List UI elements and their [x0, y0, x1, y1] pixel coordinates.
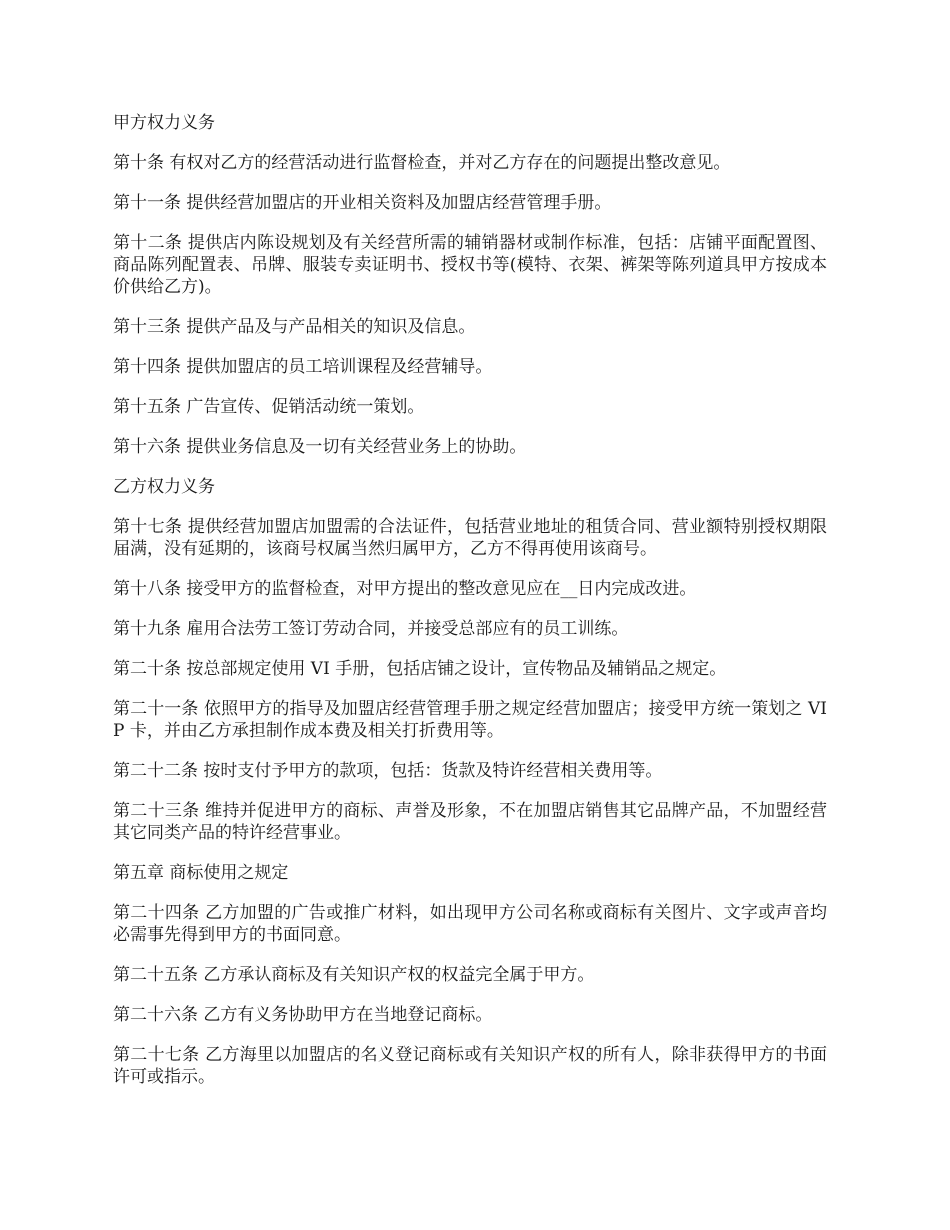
- article-10: 第十条 有权对乙方的经营活动进行监督检查，并对乙方存在的问题提出整改意见。: [113, 153, 731, 173]
- article-13: 第十三条 提供产品及与产品相关的知识及信息。: [113, 317, 476, 337]
- article-14: 第十四条 提供加盟店的员工培训课程及经营辅导。: [113, 357, 493, 377]
- article-25: 第二十五条 乙方承认商标及有关知识产权的权益完全属于甲方。: [113, 965, 595, 985]
- article-19: 第十九条 雇用合法劳工签订劳动合同，并接受总部应有的员工训练。: [113, 619, 629, 639]
- chapter-heading-5: 第五章 商标使用之规定: [113, 863, 289, 883]
- section-heading-party-b: 乙方权力义务: [113, 477, 215, 497]
- article-20: 第二十条 按总部规定使用 VI 手册，包括店铺之设计，宣传物品及辅销品之规定。: [113, 659, 727, 679]
- article-18: 第十八条 接受甲方的监督检查，对甲方提出的整改意见应在__日内完成改进。: [113, 579, 697, 599]
- article-27: 第二十七条 乙方海里以加盟店的名义登记商标或有关知识产权的所有人，除非获得甲方的书面许可或指示。: [113, 1045, 827, 1087]
- article-26: 第二十六条 乙方有义务协助甲方在当地登记商标。: [113, 1005, 493, 1025]
- article-17: 第十七条 提供经营加盟店加盟需的合法证件，包括营业地址的租赁合同、营业额特别授权期限届满，没有延期的，该商号权属当然归属甲方，乙方不得再使用该商号。: [113, 517, 827, 559]
- document-body: [113, 112, 827, 1106]
- article-21: 第二十一条 依照甲方的指导及加盟店经营管理手册之规定经营加盟店；接受甲方统一策划之 VIP 卡，并由乙方承担制作成本费及相关打折费用等。: [113, 699, 827, 741]
- article-24: 第二十四条 乙方加盟的广告或推广材料，如出现甲方公司名称或商标有关图片、文字或声音均必需事先得到甲方的书面同意。: [113, 903, 827, 945]
- article-22: 第二十二条 按时支付予甲方的款项，包括：货款及特许经营相关费用等。: [113, 761, 663, 781]
- article-23: 第二十三条 维持并促进甲方的商标、声誉及形象，不在加盟店销售其它品牌产品，不加盟经营其它同类产品的特许经营事业。: [113, 801, 827, 843]
- article-12: 第十二条 提供店内陈设规划及有关经营所需的辅销器材或制作标准，包括：店铺平面配置图、商品陈列配置表、吊牌、服装专卖证明书、授权书等(模特、衣架、裤架等陈列道具甲方按成本价供给乙方)。: [113, 233, 827, 297]
- article-15: 第十五条 广告宣传、促销活动统一策划。: [113, 397, 425, 417]
- article-11: 第十一条 提供经营加盟店的开业相关资料及加盟店经营管理手册。: [113, 193, 612, 213]
- section-heading-party-a: 甲方权力义务: [113, 113, 215, 133]
- article-16: 第十六条 提供业务信息及一切有关经营业务上的协助。: [113, 437, 527, 457]
